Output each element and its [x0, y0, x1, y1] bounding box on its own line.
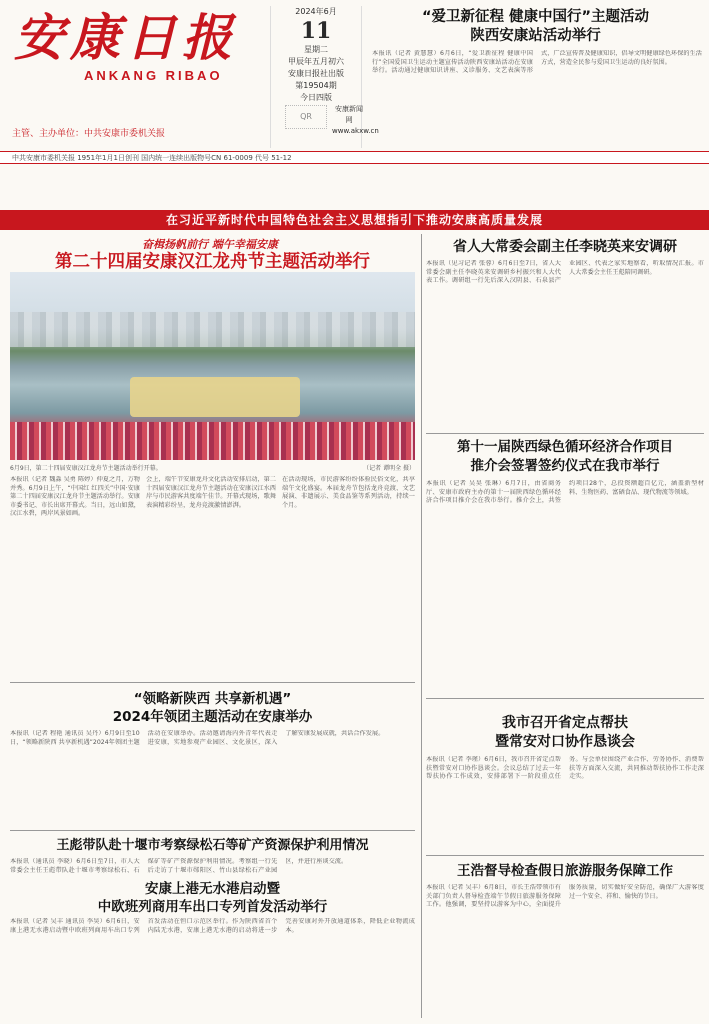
masthead-logo: [14, 8, 276, 98]
rail-body: 本报讯（记者 吴丰 通讯员 李昊）6月6日，安康上港无水港启动暨中欧班列商用车出口专列首发活动在恒口示范区举行。作为陕西省首个内陆无水港，安康上港无水港的启动将进一步完善安康对外开放通道体系，降低企业物流成本。: [10, 918, 415, 1018]
divider: [426, 855, 704, 856]
lead-photo: [10, 272, 415, 460]
lead-headline: 第二十四届安康汉江龙舟节主题活动举行: [55, 252, 370, 272]
tourism-headline: 王浩督导检查假日旅游服务保障工作: [457, 863, 673, 879]
rail-title-line1: 安康上港无水港启动暨: [145, 881, 280, 897]
site-info: [332, 104, 379, 137]
stage-area: [130, 377, 300, 417]
expo-body: 本报讯（记者 吴昊 张琳）6月7日，由省商务厅、安康市政府主办的第十一届陕西绿色循环经济合作项目推介会在我市举行。推介会上，共签约项目28个，总投资额超百亿元，涵盖新型材料、生物医药、富硒食品、现代物流等领域。: [426, 480, 704, 505]
slogan: 主管、主办单位：中共安康市委机关报: [12, 129, 166, 139]
qr-code-icon: QR: [285, 105, 327, 129]
newspaper-pinyin: ANKANG RIBAO: [84, 68, 223, 83]
lead-body-col3: 在活动现场，市民游客纷纷体验民俗文化，共享端午文化盛宴。本届龙舟节包括龙舟竞渡、文艺展演、非遗展示、美食品鉴等系列活动，持续一个月。: [282, 476, 415, 509]
minerals-headline: 王彪带队赴十堰市考察绿松石等矿产资源保护利用情况: [56, 838, 369, 853]
issue-weekday: 星期二: [304, 45, 328, 54]
theme-banner: 在习近平新时代中国特色社会主义思想指引下推动安康高质量发展: [0, 210, 709, 230]
issue-publisher: 安康日报社出版: [288, 69, 344, 78]
photo-caption: 6月9日，第二十四届安康汉江龙舟节主题活动举行开幕。: [10, 465, 162, 472]
divider: [10, 682, 415, 683]
expo-headline: [426, 438, 704, 476]
photo-credit: （记者 谭明全 摄）: [363, 465, 415, 472]
issue-lunar: 甲辰年五月初六: [288, 57, 344, 66]
column-divider: [421, 234, 422, 1018]
youth-headline: [10, 690, 415, 726]
minerals-body: 本报讯（通讯员 李晓）6月6日至7日，市人大常委会主任王彪带队赴十堰市考察绿松石、石煤矿等矿产资源保护利用情况。考察组一行先后走访了十堰市郧阳区、竹山县绿松石产业园区，并进行座谈交流。: [10, 858, 348, 874]
expo-title-line2: 推介会签署签约仪式在我市举行: [470, 458, 660, 474]
help-headline: [426, 714, 704, 752]
expo-title-line1: 第十一届陕西绿色循环经济合作项目: [457, 439, 673, 455]
divider: [426, 433, 704, 434]
lead-kicker: 奋楫扬帆前行 端午幸福安康: [142, 238, 278, 251]
publication-info-bar: 中共安康市委机关报 1951年1月1日创刊 国内统一连续出版物号CN 61-0009 代号 51-12: [0, 151, 709, 164]
newspaper-name: 安康日报: [14, 8, 238, 67]
survey-body: 本报讯（见习记者 张蓉）6月6日至7日，省人大常委会副主任李晓英来安调研乡村振兴和人大代表工作。调研组一行先后深入汉阴县、石泉县产业园区、代表之家实地察看，听取情况汇报。市人大常委会主任王彪陪同调研。: [426, 260, 704, 285]
city-skyline: [10, 312, 415, 347]
help-body: 本报讯（记者 李瑾）6月6日，我市召开省定点帮扶暨常安对口协作恳谈会。会议总结了过去一年帮扶协作工作成效，安排部署下一阶段重点任务。与会单位围绕产业合作、劳务协作、消费帮扶等方面深入交流，共同推动帮扶协作工作走深走实。: [426, 756, 704, 781]
feature-body: 本报讯（记者 黄慧慧）6月6日，“爱卫新征程 健康中国行”全国爱国卫生运动主题宣传活动陕西安康站活动在安康举行。活动通过健康知识讲座、义诊服务、文艺表演等形式，广泛宣传普及健康知识，倡导文明健康绿色环保的生活方式，营造全民参与爱国卫生运动的良好氛围。: [372, 50, 702, 75]
youth-body: 本报讯（记者 程艳 通讯员 吴丹）6月9日至10日，“领略新陕西 共享新机遇”2024年领团主题活动在安康举办。活动邀请海内外青年代表走进安康，实地参观产业园区、文化景区，深入了解安康发展成就，共话合作发展。: [10, 730, 385, 746]
issue-pages: 今日四版: [300, 93, 332, 102]
feature-title-line1: “爱卫新征程 健康中国行”主题活动: [421, 9, 650, 25]
site-url[interactable]: www.akxw.cn: [332, 127, 379, 135]
tourism-body: 本报讯（记者 吴丰）6月8日，市长王浩带领市有关部门负责人督导检查端午节假日旅游服务保障工作。他强调，要坚持以游客为中心，全面提升服务质量，切实做好安全防范，确保广大游客度过一个安全、祥和、愉快的节日。: [426, 884, 704, 909]
issue-day: 11: [300, 18, 332, 44]
issue-date: 2024年6月: [295, 7, 337, 16]
lead-body-col1: 本报讯（记者 魏淼 吴勇 陈婷）仲夏之月，万物并秀。6月9日上午，“中国红 红四关”中国·安康第二十四届安康汉江龙舟节主题活动举行。安康市委书记、市长出席开幕式。当日，远山如黛，汉江水碧，两岸风景如画。: [10, 476, 140, 518]
divider: [426, 698, 704, 699]
survey-headline: 省人大常委会副主任李晓英来安调研: [453, 239, 677, 255]
feature-title-line2: 陕西安康站活动举行: [470, 28, 601, 44]
help-title-line1: 我市召开省定点帮扶: [502, 715, 628, 731]
rail-headline: [10, 880, 415, 916]
divider: [10, 830, 415, 831]
site-label: 安康新闻网: [335, 105, 363, 124]
crowd-area: [10, 422, 415, 460]
issue-number: 第19504期: [295, 81, 337, 90]
lead-body-col2: 会上，端午节安康龙舟文化活动安排启动，第二十四届安康汉江龙舟节主题活动在安康汉江水西岸与市民游客共度端午佳节。开幕式现场，歌舞表演精彩纷呈，龙舟竞渡激情澎湃。: [146, 476, 276, 509]
youth-title-line2: 2024年领团主题活动在安康举办: [112, 709, 313, 725]
help-title-line2: 暨常安对口协作恳谈会: [495, 734, 635, 750]
rail-title-line2: 中欧班列商用车出口专列首发活动举行: [97, 899, 328, 915]
feature-headline: [368, 8, 703, 46]
youth-title-line1: “领略新陕西 共享新机遇”: [133, 691, 292, 707]
